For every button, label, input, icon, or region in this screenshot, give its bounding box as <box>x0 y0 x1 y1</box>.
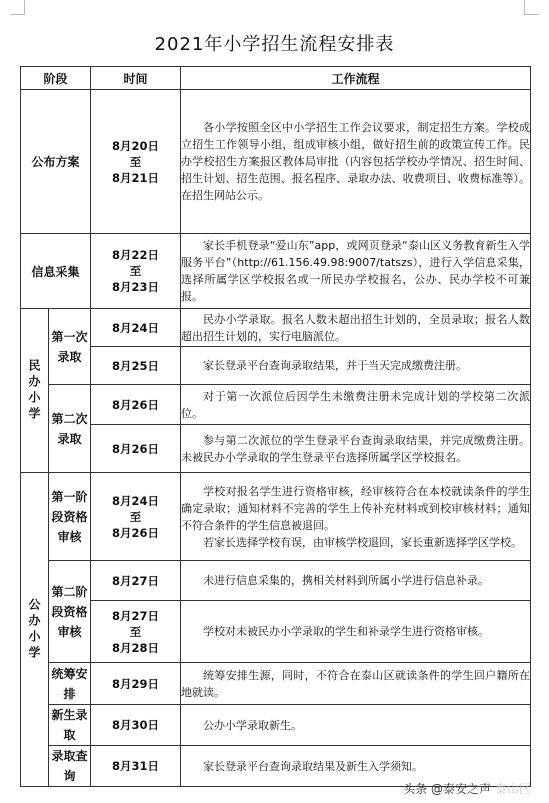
substage-cell: 第一次录取 <box>49 309 91 385</box>
work-cell: 统筹安排生源，同时，不符合在泰山区就读条件的学生回户籍所在地就读。 <box>181 663 531 705</box>
substage-cell: 第二阶段资格审核 <box>49 561 91 663</box>
substage-cell: 第一阶段资格审核 <box>49 473 91 561</box>
time-sep: 至 <box>129 154 142 169</box>
table-row <box>21 90 531 234</box>
work-cell: 学校对报名学生进行资格审核，经审核符合在本校就读条件的学生确定录取；通知材料不完善的学生上传补充材料或到校审核材料；通知不符合条件的学生信息被退回。 若家长选择学校有误，由审核学校退回，家长重新选择学区学校。 <box>181 473 531 561</box>
stage-cell: 信息采集 <box>21 234 91 309</box>
stage-cell-public <box>21 473 49 787</box>
table-row <box>21 234 531 309</box>
header-work: 工作流程 <box>181 67 531 90</box>
schedule-table <box>20 66 531 787</box>
time-sep: 至 <box>129 509 142 524</box>
table-row <box>21 425 531 473</box>
time-sep: 至 <box>129 264 142 278</box>
time-cell: 8月30日 <box>91 705 181 746</box>
work-cell: 参与第二次派位的学生登录平台查询录取结果，并完成缴费注册。未被民办小学录取的学生登录平台选择所属学区学校报名。 <box>181 425 531 473</box>
stage-label: 民办小学 <box>27 358 41 423</box>
table-row <box>21 347 531 385</box>
time-end: 8月23日 <box>112 280 160 294</box>
time-cell <box>91 90 181 234</box>
footer-credit <box>403 780 531 797</box>
time-cell: 8月26日 <box>91 425 181 473</box>
corner-mark-left <box>10 0 25 15</box>
stage-label: 公办小学 <box>27 597 41 662</box>
table-row <box>21 561 531 601</box>
table-header-row <box>21 67 531 90</box>
work-cell: 对于第一次派位后因学生未缴费注册未完成计划的学校第二次派位。 <box>181 385 531 425</box>
work-cell: 各小学按照全区中小学招生工作会议要求，制定招生方案。学校成立招生工作领导小组，组成审核小组，做好招生前的政策宣传工作。民办学校招生方案报区教体局审批（内容包括学校办学情况、招生时间、招生计划、招生范围、报名程序、录取办法、收费项目、收费标准等）。在招生网站公示。 <box>181 90 531 234</box>
work-cell: 公办小学录取新生。 <box>181 705 531 746</box>
work-cell: 民办小学录取。报名人数未超出招生计划的，全员录取；报名人数超出招生计划的，实行电脑派位。 <box>181 309 531 347</box>
table-row <box>21 601 531 663</box>
time-cell: 8月31日 <box>91 746 181 787</box>
page-title: 2021年小学招生流程安排表 <box>154 34 395 55</box>
substage-cell: 录取查询 <box>49 746 91 787</box>
time-start: 8月20日 <box>112 138 160 153</box>
substage-cell: 第二次录取 <box>49 385 91 473</box>
time-cell <box>91 473 181 561</box>
stage-cell-private <box>21 309 49 473</box>
time-start: 8月24日 <box>112 493 160 508</box>
time-cell: 8月27日 <box>91 561 181 601</box>
table-row <box>21 385 531 425</box>
time-end: 8月28日 <box>112 640 160 655</box>
table-row <box>21 473 531 561</box>
time-cell: 8月29日 <box>91 663 181 705</box>
table-row <box>21 309 531 347</box>
work-cell: 未进行信息采集的，携相关材料到所属小学进行信息补录。 <box>181 561 531 601</box>
work-cell: 家长登录平台查询录取结果及新生入学须知。 <box>181 746 531 787</box>
time-cell <box>91 234 181 309</box>
time-start: 8月22日 <box>112 248 160 262</box>
substage-cell: 新生录取 <box>49 705 91 746</box>
stage-cell: 公布方案 <box>21 90 91 234</box>
work-cell: 家长登录平台查询录取结果，并于当天完成缴费注册。 <box>181 347 531 385</box>
table-row <box>21 663 531 705</box>
time-sep: 至 <box>129 624 142 639</box>
work-cell: 家长手机登录“爱山东”app，或网页登录“泰山区义务教育新生入学服务平台”（http://61.156.49.98:9007/tatszs），进行入学信息采集，选择所属学区学校报名或一所民办学校报名，公办、民办学校不可兼报。 <box>181 234 531 309</box>
time-end: 8月26日 <box>112 525 160 540</box>
work-cell: 学校对未被民办小学录取的学生和补录学生进行资格审核。 <box>181 601 531 663</box>
footer-watermark: 泰山区 <box>494 782 531 796</box>
time-cell <box>91 601 181 663</box>
time-start: 8月27日 <box>112 608 160 623</box>
corner-mark-right <box>524 0 539 15</box>
header-stage: 阶段 <box>21 67 91 90</box>
table-row <box>21 705 531 746</box>
header-time: 时间 <box>91 67 181 90</box>
substage-cell: 统筹安排 <box>49 663 91 705</box>
footer-source: 头条 @泰安之声 <box>403 782 491 796</box>
time-cell: 8月25日 <box>91 347 181 385</box>
time-end: 8月21日 <box>112 170 160 185</box>
time-cell: 8月26日 <box>91 385 181 425</box>
time-cell: 8月24日 <box>91 309 181 347</box>
